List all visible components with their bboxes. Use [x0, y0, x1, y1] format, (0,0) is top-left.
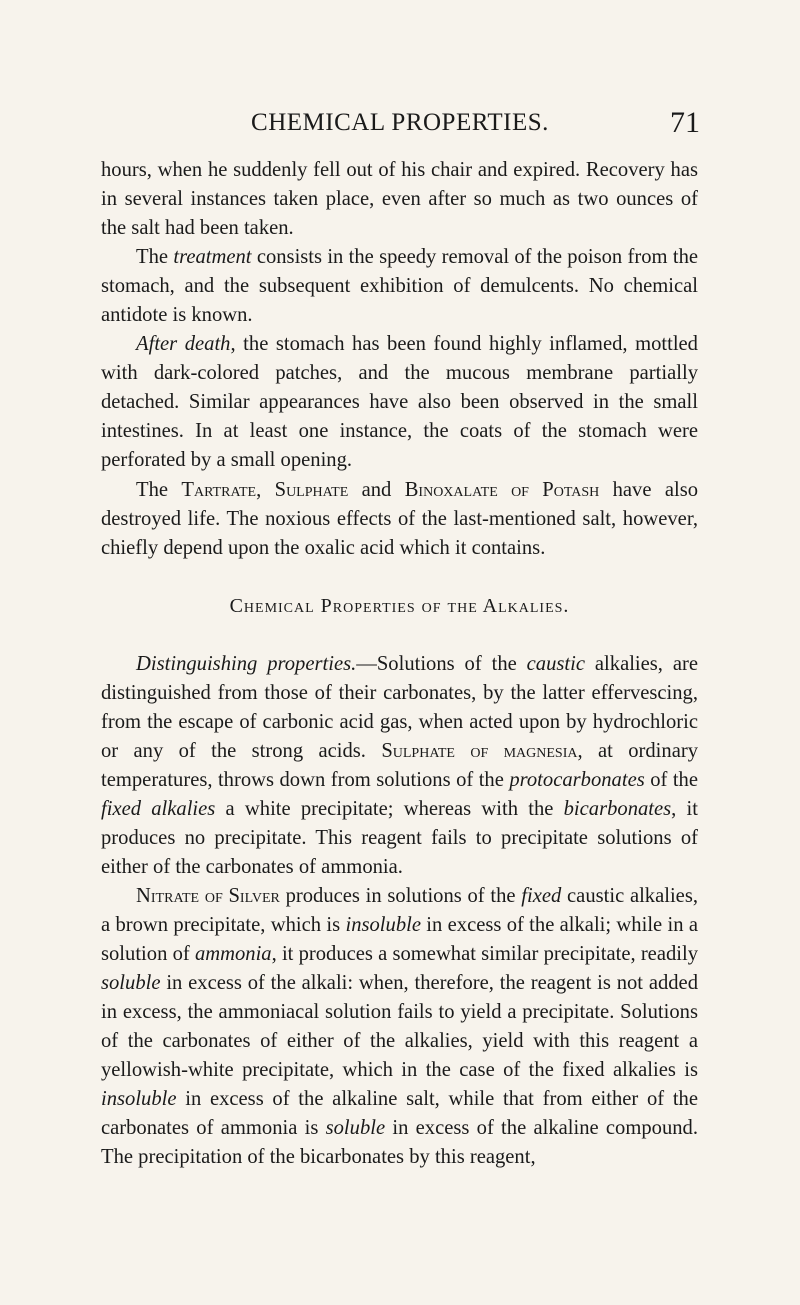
text-run: and: [348, 478, 405, 501]
small-caps-term: Sulphate of magnesia: [381, 739, 578, 762]
italic-term: bicarbonates: [563, 797, 672, 820]
italic-term: fixed alkalies: [101, 797, 216, 820]
text-run: , it produces no precipitate. This reagent fails to precipitate solutions of either of the carbonates of ammonia.: [101, 797, 698, 878]
text-run: The: [136, 246, 174, 269]
page-body: [101, 156, 698, 1173]
text-run: in excess of the alkaline salt, while that from either of the carbonates of ammonia is: [101, 1088, 698, 1140]
small-caps-term: Nitrate of Silver: [136, 885, 280, 908]
paragraph-nitrate-of-silver: [101, 882, 698, 1172]
small-caps-term: Binoxalate of Potash: [404, 478, 600, 501]
small-caps-term: Tartrate: [181, 478, 257, 501]
text-run: alkalies, are distinguished from those of their carbonates, by the latter effervescing, from the escape of carbonic acid gas, when acted upon by hydrochloric or any of the strong acids.: [101, 652, 698, 762]
text-run: ,: [256, 478, 275, 501]
text-run: caustic alkalies, a brown precipitate, which is: [101, 885, 698, 937]
italic-term: caustic: [526, 652, 586, 675]
text-run: , the stomach has been found highly inflamed, mottled with dark-colored patches, and the mucous membrane partially detached. Similar appearances have also been observed in the small intestines. In at least one instance, the coats of the stomach were perforated by a small opening.: [101, 333, 698, 472]
running-head: [100, 103, 700, 143]
paragraph-treatment: [101, 243, 698, 330]
text-run: consists in the speedy removal of the poison from the stomach, and the subsequent exhibition of demulcents. No chemical antidote is known.: [101, 246, 699, 327]
text-run: in excess of the alkali; while in a solution of: [101, 914, 698, 966]
text-run: produces in solutions of the: [279, 885, 522, 908]
italic-term: treatment: [173, 246, 252, 269]
italic-term: soluble: [325, 1117, 386, 1140]
text-run: , it produces a somewhat similar precipitate, readily: [271, 943, 698, 966]
text-run: —Solutions of the: [356, 652, 527, 675]
italic-term: insoluble: [345, 914, 421, 937]
text-run: in excess of the alkali: when, therefore, the reagent is not added in excess, the ammoniacal solution fails to yield a precipitate. Solutions of the carbonates of either of the alkalies, yield with this reagent a yellowish-white precipitate, which in the case of the fixed alkalies is: [101, 972, 698, 1082]
italic-term: fixed: [521, 885, 562, 908]
italic-term: After death: [136, 333, 231, 356]
italic-term: ammonia: [194, 943, 272, 966]
paragraph-distinguishing: [101, 650, 698, 882]
italic-term: insoluble: [101, 1088, 177, 1111]
small-caps-term: Sulphate: [274, 478, 349, 501]
page-number: 71: [670, 106, 700, 139]
text-run: The: [136, 478, 182, 501]
italic-term: Distinguishing properties.: [136, 652, 357, 675]
paragraph-after-death: [101, 330, 698, 475]
italic-term: soluble: [101, 972, 161, 995]
paragraph-text: hours, when he suddenly fell out of his chair and expired. Recovery has in several instances taken place, even after so much as two ounces of the salt had been taken.: [101, 159, 698, 240]
text-run: of the: [644, 768, 698, 791]
text-run: a white precipitate; whereas with the: [215, 797, 564, 820]
paragraph-tartrate: [101, 476, 698, 563]
text-run: , at ordinary temperatures, throws down from solutions of the: [101, 739, 698, 791]
text-run: in excess of the alkaline compound. The precipitation of the bicarbonates by this reagent,: [101, 1117, 698, 1169]
text-run: have also destroyed life. The noxious effects of the last-mentioned salt, however, chiefly depend upon the oxalic acid which it contains.: [101, 478, 699, 559]
section-heading: Chemical Properties of the Alkalies.: [229, 594, 570, 617]
italic-term: protocarbonates: [509, 768, 645, 791]
running-title: CHEMICAL PROPERTIES.: [251, 109, 549, 136]
paragraph-continuation: [101, 156, 698, 243]
